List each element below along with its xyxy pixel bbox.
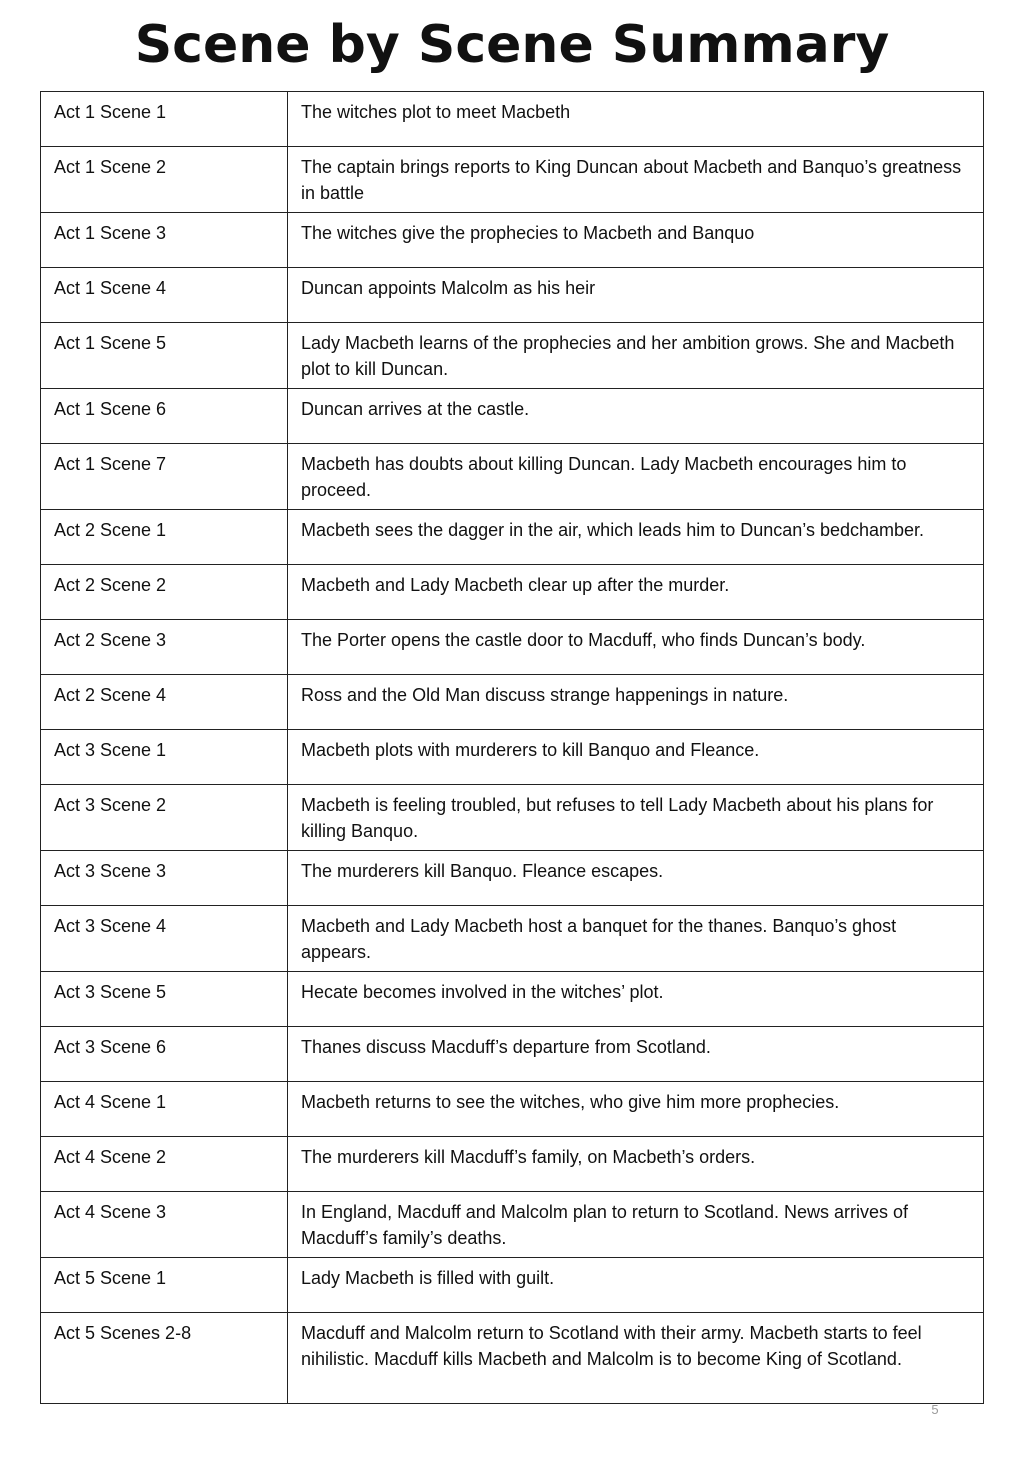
scene-summary: The murderers kill Macduff’s family, on Macbeth’s orders. xyxy=(288,1137,984,1192)
scene-summary: Macduff and Malcolm return to Scotland with their army. Macbeth starts to feel nihilistic. Macduff kills Macbeth and Malcolm is to become King of Scotland. xyxy=(288,1313,984,1404)
scene-summary: The witches plot to meet Macbeth xyxy=(288,92,984,147)
scene-label: Act 1 Scene 7 xyxy=(41,444,288,510)
scene-summary: In England, Macduff and Malcolm plan to return to Scotland. News arrives of Macduff’s family’s deaths. xyxy=(288,1192,984,1258)
scene-label: Act 4 Scene 2 xyxy=(41,1137,288,1192)
page-title: Scene by Scene Summary xyxy=(134,15,890,75)
scene-summary: Macbeth has doubts about killing Duncan. Lady Macbeth encourages him to proceed. xyxy=(288,444,984,510)
scene-label: Act 1 Scene 1 xyxy=(41,92,288,147)
table-row xyxy=(41,444,984,510)
table-row xyxy=(41,92,984,147)
scene-summary: The captain brings reports to King Duncan about Macbeth and Banquo’s greatness in battle xyxy=(288,147,984,213)
scene-summary: Duncan arrives at the castle. xyxy=(288,389,984,444)
table-row xyxy=(41,1192,984,1258)
scene-summary: Macbeth sees the dagger in the air, which leads him to Duncan’s bedchamber. xyxy=(288,510,984,565)
scene-summary: The Porter opens the castle door to Macduff, who finds Duncan’s body. xyxy=(288,620,984,675)
table-row xyxy=(41,268,984,323)
scene-label: Act 1 Scene 6 xyxy=(41,389,288,444)
table-row xyxy=(41,1027,984,1082)
scene-summary: Macbeth is feeling troubled, but refuses to tell Lady Macbeth about his plans for killing Banquo. xyxy=(288,785,984,851)
table-row xyxy=(41,1082,984,1137)
table-row xyxy=(41,323,984,389)
scene-summary: Macbeth returns to see the witches, who give him more prophecies. xyxy=(288,1082,984,1137)
scene-label: Act 4 Scene 1 xyxy=(41,1082,288,1137)
scene-summary: Macbeth plots with murderers to kill Banquo and Fleance. xyxy=(288,730,984,785)
table-row xyxy=(41,730,984,785)
scene-summary: Lady Macbeth is filled with guilt. xyxy=(288,1258,984,1313)
scene-summary: Duncan appoints Malcolm as his heir xyxy=(288,268,984,323)
scene-label: Act 3 Scene 2 xyxy=(41,785,288,851)
scene-label: Act 2 Scene 4 xyxy=(41,675,288,730)
scene-summary: Macbeth and Lady Macbeth clear up after the murder. xyxy=(288,565,984,620)
scene-label: Act 3 Scene 6 xyxy=(41,1027,288,1082)
table-row xyxy=(41,906,984,972)
scene-label: Act 3 Scene 4 xyxy=(41,906,288,972)
scene-summary: Thanes discuss Macduff’s departure from Scotland. xyxy=(288,1027,984,1082)
scene-label: Act 2 Scene 1 xyxy=(41,510,288,565)
scene-label: Act 5 Scene 1 xyxy=(41,1258,288,1313)
scene-label: Act 1 Scene 4 xyxy=(41,268,288,323)
table-row xyxy=(41,565,984,620)
table-row xyxy=(41,675,984,730)
table-row xyxy=(41,510,984,565)
table-row xyxy=(41,213,984,268)
scene-label: Act 1 Scene 5 xyxy=(41,323,288,389)
scene-label: Act 3 Scene 5 xyxy=(41,972,288,1027)
scene-summary: Hecate becomes involved in the witches’ plot. xyxy=(288,972,984,1027)
page-number: 5 xyxy=(931,1402,939,1417)
scene-label: Act 4 Scene 3 xyxy=(41,1192,288,1258)
scene-summary-table xyxy=(40,91,984,1404)
table-row xyxy=(41,1137,984,1192)
scene-label: Act 2 Scene 2 xyxy=(41,565,288,620)
scene-summary: Macbeth and Lady Macbeth host a banquet for the thanes. Banquo’s ghost appears. xyxy=(288,906,984,972)
scene-label: Act 1 Scene 2 xyxy=(41,147,288,213)
scene-label: Act 2 Scene 3 xyxy=(41,620,288,675)
table-row xyxy=(41,1258,984,1313)
table-row xyxy=(41,1313,984,1404)
table-row xyxy=(41,147,984,213)
scene-label: Act 3 Scene 1 xyxy=(41,730,288,785)
scene-summary: The witches give the prophecies to Macbeth and Banquo xyxy=(288,213,984,268)
scene-summary: Ross and the Old Man discuss strange happenings in nature. xyxy=(288,675,984,730)
scene-label: Act 5 Scenes 2-8 xyxy=(41,1313,288,1404)
table-row xyxy=(41,972,984,1027)
scene-label: Act 1 Scene 3 xyxy=(41,213,288,268)
table-row xyxy=(41,785,984,851)
table-row xyxy=(41,851,984,906)
scene-summary: Lady Macbeth learns of the prophecies and her ambition grows. She and Macbeth plot to kill Duncan. xyxy=(288,323,984,389)
scene-summary: The murderers kill Banquo. Fleance escapes. xyxy=(288,851,984,906)
table-row xyxy=(41,620,984,675)
table-row xyxy=(41,389,984,444)
scene-label: Act 3 Scene 3 xyxy=(41,851,288,906)
